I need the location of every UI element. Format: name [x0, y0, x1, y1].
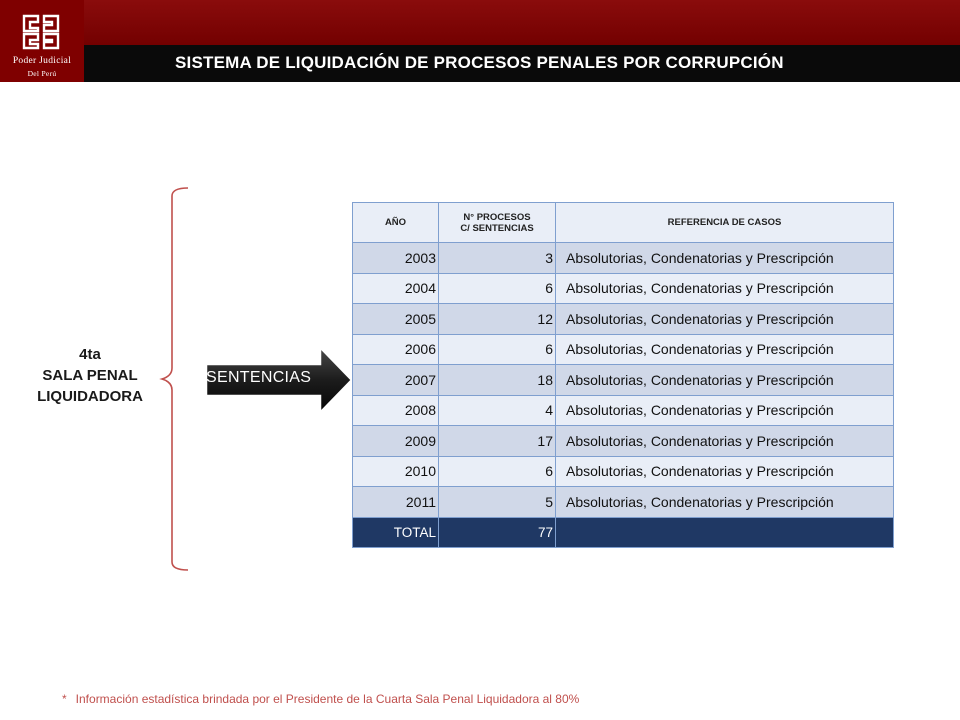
- sentencias-label: SENTENCIAS: [206, 369, 312, 386]
- header-reference: REFERENCIA DE CASOS: [556, 203, 894, 243]
- total-label: TOTAL: [353, 517, 439, 548]
- header-count-line2: C/ SENTENCIAS: [460, 222, 534, 234]
- cell-count: 17: [439, 426, 556, 457]
- cell-count: 5: [439, 487, 556, 518]
- table-row: [353, 395, 894, 426]
- header-bar: [0, 0, 960, 45]
- table-total-row: [353, 517, 894, 548]
- cell-reference: Absolutorias, Condenatorias y Prescripción: [556, 304, 894, 335]
- court-label-line1: 4ta: [79, 346, 101, 363]
- logo-text-line2: Del Perú: [27, 69, 57, 78]
- cell-year: 2007: [353, 365, 439, 396]
- cell-reference: Absolutorias, Condenatorias y Prescripción: [556, 395, 894, 426]
- table-header-row: [353, 203, 894, 243]
- footnote-star: *: [62, 692, 67, 706]
- cell-year: 2011: [353, 487, 439, 518]
- logo: [0, 0, 84, 82]
- cell-year: 2004: [353, 273, 439, 304]
- logo-text-line1: Poder Judicial: [12, 56, 72, 66]
- court-label-line2: SALA PENAL: [42, 367, 138, 384]
- cell-year: 2005: [353, 304, 439, 335]
- sentences-table: [352, 202, 894, 548]
- header-year: AÑO: [353, 203, 439, 243]
- court-label-line3: LIQUIDADORA: [37, 388, 143, 405]
- cell-count: 6: [439, 334, 556, 365]
- cell-reference: Absolutorias, Condenatorias y Prescripción: [556, 334, 894, 365]
- table-row: [353, 456, 894, 487]
- table-row: [353, 426, 894, 457]
- cell-reference: Absolutorias, Condenatorias y Prescripción: [556, 243, 894, 274]
- cell-reference: Absolutorias, Condenatorias y Prescripción: [556, 273, 894, 304]
- cell-reference: Absolutorias, Condenatorias y Prescripción: [556, 426, 894, 457]
- cell-reference: Absolutorias, Condenatorias y Prescripción: [556, 365, 894, 396]
- cell-count: 12: [439, 304, 556, 335]
- table-row: [353, 365, 894, 396]
- table-row: [353, 273, 894, 304]
- table-row: [353, 243, 894, 274]
- table-row: [353, 334, 894, 365]
- page-title: SISTEMA DE LIQUIDACIÓN DE PROCESOS PENALES POR CORRUPCIÓN: [175, 53, 784, 72]
- table-row: [353, 304, 894, 335]
- cell-year: 2010: [353, 456, 439, 487]
- total-reference: [556, 517, 894, 548]
- cell-year: 2008: [353, 395, 439, 426]
- table-row: [353, 487, 894, 518]
- cell-reference: Absolutorias, Condenatorias y Prescripción: [556, 487, 894, 518]
- header-count: [439, 203, 556, 243]
- footnote-text: Información estadística brindada por el Presidente de la Cuarta Sala Penal Liquidadora al 80%: [75, 692, 580, 706]
- poder-judicial-emblem-icon: [22, 14, 60, 50]
- header-count-line1: N° PROCESOS: [463, 211, 531, 223]
- cell-reference: Absolutorias, Condenatorias y Prescripción: [556, 456, 894, 487]
- cell-count: 4: [439, 395, 556, 426]
- cell-year: 2003: [353, 243, 439, 274]
- court-label: [30, 344, 150, 407]
- footnote: [62, 692, 579, 706]
- cell-count: 18: [439, 365, 556, 396]
- total-count: 77: [439, 517, 556, 548]
- cell-count: 6: [439, 273, 556, 304]
- cell-count: 3: [439, 243, 556, 274]
- cell-year: 2009: [353, 426, 439, 457]
- cell-year: 2006: [353, 334, 439, 365]
- header-bar-shade: [0, 0, 960, 45]
- cell-count: 6: [439, 456, 556, 487]
